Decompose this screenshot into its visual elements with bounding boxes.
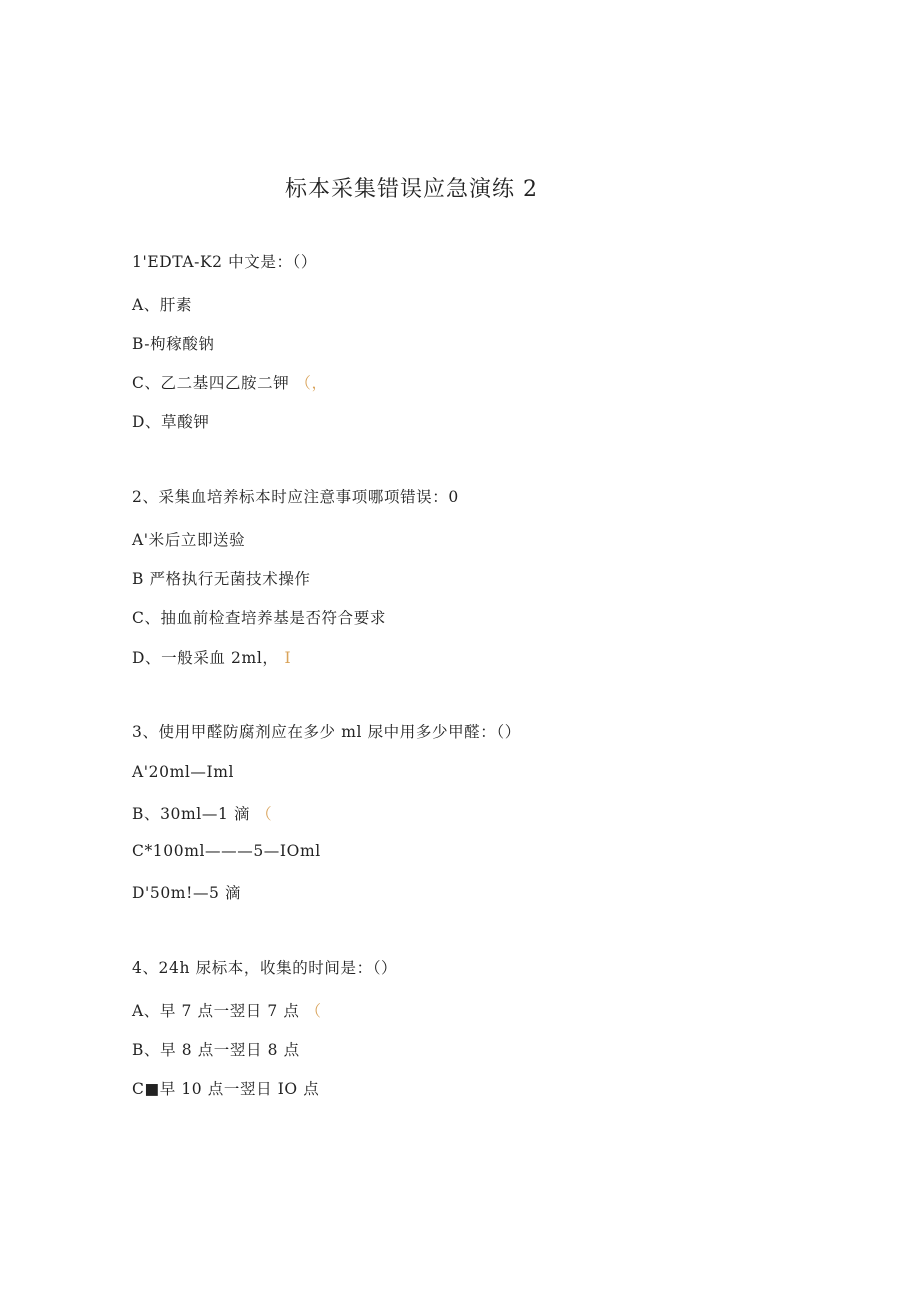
question-1-stem: 1'EDTA-K2 中文是：（） xyxy=(132,253,318,271)
option-text: B、早 8 点一翌日 8 点 xyxy=(132,1041,300,1059)
question-3-option-d xyxy=(132,881,241,903)
question-4-option-c xyxy=(132,1077,319,1099)
option-text: A'20ml—Iml xyxy=(132,763,235,781)
question-1-option-b xyxy=(132,332,215,354)
question-3-option-b xyxy=(132,802,272,824)
question-4-stem: 4、24h 尿标本，收集的时间是：（） xyxy=(132,959,398,977)
option-text: D、一般采血 2ml， xyxy=(132,649,279,667)
annotation-mark: （ xyxy=(305,1002,322,1020)
option-text: C、乙二基四乙胺二钾 xyxy=(132,374,290,392)
option-text: B、30ml—1 滴 xyxy=(132,805,251,823)
annotation-mark: （， xyxy=(295,374,328,392)
question-4-option-a xyxy=(132,999,322,1021)
annotation-mark: I xyxy=(284,649,292,667)
question-1-option-c xyxy=(132,371,328,393)
question-3-option-c xyxy=(132,842,321,860)
question-3-stem: 3、使用甲醛防腐剂应在多少 ml 尿中用多少甲醛：（） xyxy=(132,723,521,741)
question-2-option-b xyxy=(132,567,311,589)
question-2-option-d xyxy=(132,646,291,668)
question-1-option-d xyxy=(132,410,209,432)
option-text: A、肝素 xyxy=(132,296,193,314)
question-4-option-b xyxy=(132,1038,300,1060)
option-text: C■早 10 点一翌日 IO 点 xyxy=(132,1080,320,1098)
question-1-option-a xyxy=(132,293,192,315)
option-text: C、抽血前检查培养基是否符合要求 xyxy=(132,609,386,627)
option-text: C*100ml———5—IOml xyxy=(132,842,321,860)
option-text: D、草酸钾 xyxy=(132,413,210,431)
question-2-option-a xyxy=(132,528,245,550)
document-title: 标本采集错误应急演练 2 xyxy=(285,177,538,202)
annotation-mark: （ xyxy=(256,805,273,823)
option-text: A、早 7 点一翌日 7 点 xyxy=(132,1002,300,1020)
option-text: A'米后立即送验 xyxy=(132,531,246,549)
question-2-stem: 2、采集血培养标本时应注意事项哪项错误：0 xyxy=(132,488,459,506)
question-3-option-a xyxy=(132,763,234,781)
option-text: D'50m!—5 滴 xyxy=(132,884,242,902)
option-text: B 严格执行无菌技术操作 xyxy=(132,570,311,588)
option-text: B-枸稼酸钠 xyxy=(132,335,215,353)
question-2-option-c xyxy=(132,606,386,628)
